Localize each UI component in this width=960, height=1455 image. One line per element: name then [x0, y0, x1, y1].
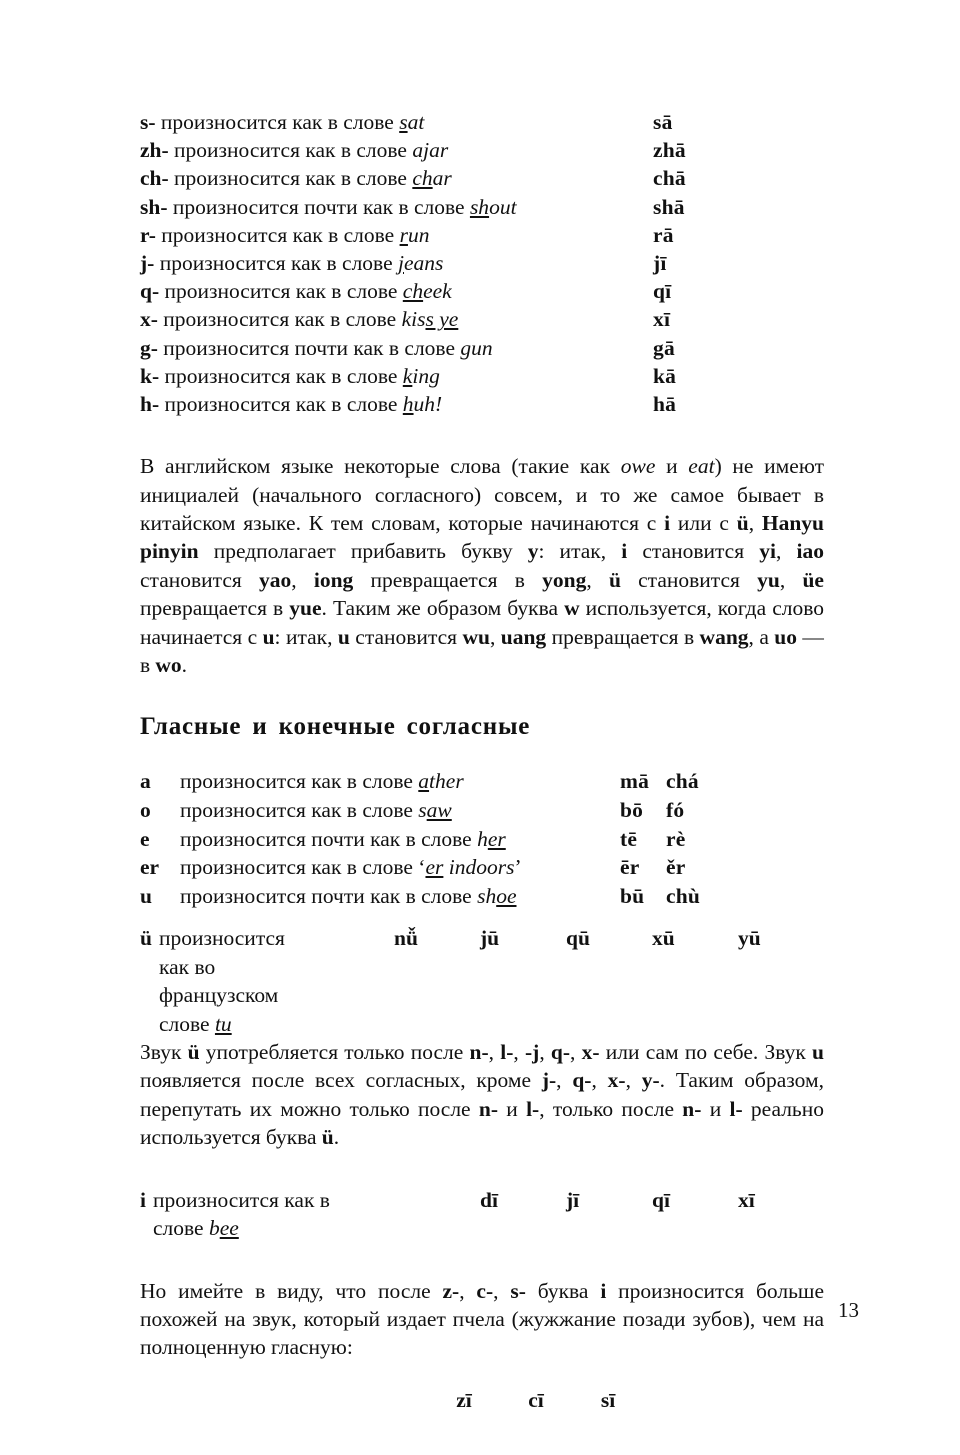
- letter-c: c-: [476, 1278, 494, 1303]
- initial-letter: ch-: [140, 166, 169, 191]
- vowels-table-body: [140, 767, 824, 910]
- initial-pinyin: sā: [653, 110, 673, 134]
- letter-yue: yue: [289, 596, 322, 621]
- vowel-pinyin-cell: [620, 882, 824, 911]
- table-row: [140, 164, 824, 192]
- initial-pinyin: gā: [653, 335, 675, 360]
- vowel-desc-text: произносится как в слове: [180, 769, 419, 794]
- letter-u-umlaut-3: ü: [187, 1040, 200, 1065]
- section-heading-vowels: Гласные и конечные согласные: [140, 713, 531, 741]
- example-underlined-part: er: [425, 855, 444, 880]
- letter-u-2: u: [337, 624, 350, 649]
- letter-x-2: x-: [607, 1068, 626, 1093]
- letter-q: q-: [550, 1040, 571, 1065]
- letter-n-3: n-: [682, 1096, 702, 1121]
- initial-pinyin: jī: [653, 251, 667, 276]
- initial-example: char: [412, 166, 452, 191]
- letter-yu: yu: [757, 567, 780, 592]
- letter-wu: wu: [462, 624, 490, 649]
- letter-w: w: [564, 596, 580, 621]
- example-underlined-part: r: [399, 222, 408, 247]
- buzz-pinyin-1: zī: [456, 1387, 472, 1412]
- spacer: [140, 418, 824, 452]
- table-row: [140, 334, 824, 362]
- initial-description-cell: [140, 164, 653, 192]
- initial-desc-text: произносится как в слове: [164, 392, 403, 417]
- letter-y: y: [527, 539, 539, 564]
- i-desc-text: произносится как в слове: [152, 1187, 330, 1241]
- table-row: [140, 277, 824, 305]
- vowel-pinyin-2: chá: [666, 769, 699, 794]
- initial-pinyin: rā: [653, 222, 674, 247]
- initial-example: king: [402, 363, 440, 388]
- table-row: [140, 796, 824, 825]
- letter-uang: uang: [500, 624, 547, 649]
- letter-x: x-: [581, 1040, 600, 1065]
- example-owe: owe: [620, 454, 656, 479]
- table-row: [140, 882, 824, 911]
- initial-description-cell: [140, 305, 653, 333]
- vowel-description-cell: [180, 767, 620, 796]
- spacer: [140, 1152, 824, 1186]
- letter-z: z-: [442, 1278, 460, 1303]
- initial-description-cell: [140, 390, 653, 418]
- i-desc: [153, 1186, 384, 1243]
- vowel-desc-text: произносится как в слове: [180, 798, 419, 823]
- letter-yong: yong: [542, 567, 587, 592]
- table-row: [140, 362, 824, 390]
- vowel-pinyin-1: bū: [620, 883, 645, 908]
- initial-example: huh!: [402, 392, 443, 417]
- vowel-pinyin-1: bō: [620, 798, 644, 823]
- i-pinyin-2: jī: [566, 1187, 580, 1212]
- vowel-pinyin-cell: [620, 853, 824, 882]
- initial-pinyin: xī: [653, 307, 671, 332]
- initial-description-cell: [140, 108, 653, 136]
- vowel-pinyin-2: ěr: [666, 855, 686, 880]
- spacer: [140, 1362, 824, 1388]
- initial-description-cell: [140, 249, 653, 277]
- letter-iong: iong: [313, 567, 354, 592]
- initial-letter: x-: [140, 307, 158, 332]
- vowel-pinyin-2: fó: [666, 798, 685, 823]
- buzz-pinyin-3: sī: [600, 1387, 616, 1412]
- page-number: 13: [838, 1298, 859, 1322]
- vowel-letter: e: [140, 826, 150, 851]
- i-vowel-row: [140, 1186, 824, 1243]
- vowel-pinyin-1: ēr: [620, 855, 640, 880]
- letter-y-2: y-: [641, 1068, 660, 1093]
- i-pinyin-list: [480, 1186, 824, 1214]
- letter-ue: üe: [802, 567, 824, 592]
- u-umlaut-example: tu: [214, 1011, 232, 1036]
- letter-yao: yao: [258, 567, 292, 592]
- spacer: [140, 741, 824, 767]
- vowel-example: er indoors: [425, 855, 515, 880]
- initial-example: sat: [399, 110, 425, 134]
- buzz-pinyin-2: cī: [528, 1387, 544, 1412]
- vowel-pinyin-1: tē: [620, 826, 638, 851]
- example-underlined-part: ee: [219, 1216, 239, 1241]
- example-underlined-part: s: [399, 110, 408, 134]
- letter-l: l-: [500, 1040, 514, 1065]
- table-row: [140, 853, 824, 882]
- initial-letter: q-: [140, 279, 160, 304]
- table-row: [140, 305, 824, 333]
- u-umlaut-pinyin-3: qū: [566, 926, 590, 951]
- letter-u-3: u: [812, 1040, 824, 1065]
- initial-example: kiss ye: [401, 307, 459, 332]
- letter-uo: uo: [774, 624, 798, 649]
- i-pinyin-1: dī: [480, 1187, 498, 1212]
- vowel-example: ather: [418, 769, 464, 794]
- letter-iao: iao: [796, 539, 824, 564]
- initial-pinyin: hā: [653, 392, 677, 417]
- vowel-letter: u: [140, 883, 152, 908]
- quote-close: ’: [514, 855, 522, 880]
- initial-description-cell: [140, 221, 653, 249]
- initial-description-cell: [140, 136, 653, 164]
- u-umlaut-desc-text: произносится как во французском слове: [158, 926, 285, 1036]
- letter-u: u: [262, 624, 275, 649]
- initial-desc-text: произносится почти как в слове: [163, 335, 461, 360]
- letter-yi: yi: [759, 539, 776, 564]
- letter-j: j-: [541, 1068, 557, 1093]
- table-row: [140, 193, 824, 221]
- buzz-examples-row: [140, 1388, 824, 1413]
- page-content: [140, 108, 824, 1413]
- u-umlaut-row: [140, 924, 824, 1038]
- term-hanyu-pinyin: Hanyu pinyin: [140, 511, 825, 564]
- initial-pinyin: qī: [653, 279, 672, 304]
- initial-pinyin: zhā: [653, 138, 686, 163]
- quote-open: ‘: [418, 855, 426, 880]
- letter-i: i: [664, 511, 671, 536]
- vowel-pinyin-cell: [620, 825, 824, 854]
- initial-desc-text: произносится как в слове: [163, 307, 402, 332]
- example-underlined-part: s ye: [425, 307, 459, 332]
- initial-desc-text: произносится как в слове: [164, 279, 403, 304]
- u-umlaut-letter: ü: [140, 926, 152, 951]
- initial-example: cheek: [402, 279, 452, 304]
- paragraph-initials: В английском языке некоторые слова (такие как owe и eat) не имеют инициалей (начального согласного) совсем, и то же самое бывает в китайском языке. К тем словам, которые начинаются с i или с ü, Hanyu pinyin предполагает прибавить букву y: итак, i становится yi, iao становится yao, iong превращается в yong, ü становится yu, üe превращается в yue. Таким же образом буква w используется, когда слово начинается с u: итак, u становится wu, uang превращается в wang, а uo — в wo.: [140, 454, 825, 678]
- letter-q-2: q-: [572, 1068, 592, 1093]
- vowel-example: saw: [418, 798, 452, 823]
- u-umlaut-pinyin-list: [394, 924, 824, 952]
- initial-letter: h-: [140, 392, 160, 417]
- vowel-pinyin-2: chù: [666, 883, 701, 908]
- initial-letter: k-: [140, 363, 160, 388]
- table-row: [140, 221, 824, 249]
- letter-wo: wo: [155, 653, 182, 678]
- initial-desc-text: произносится как в слове: [174, 166, 413, 191]
- vowel-description-cell: [180, 825, 620, 854]
- initial-letter: sh-: [140, 194, 168, 219]
- letter-n: n-: [469, 1040, 489, 1065]
- initial-desc-text: произносится как в слове: [160, 110, 400, 134]
- example-underlined-part: h: [402, 392, 414, 417]
- table-row: [140, 767, 824, 796]
- vowel-example: her: [477, 826, 506, 851]
- vowel-desc-text: произносится почти как в слове: [180, 883, 478, 908]
- vowel-description-cell: [180, 882, 620, 911]
- initial-example: gun: [460, 335, 493, 360]
- i-example: bee: [208, 1216, 239, 1241]
- initial-description-cell: [140, 193, 653, 221]
- example-underlined-part: a: [418, 769, 430, 794]
- i-pinyin-3: qī: [652, 1187, 670, 1212]
- vowel-pinyin-1: mā: [620, 769, 650, 794]
- i-pinyin-4: xī: [738, 1187, 755, 1212]
- vowel-description-cell: [180, 796, 620, 825]
- vowel-pinyin-cell: [620, 796, 824, 825]
- letter-u-umlaut-4: ü: [321, 1125, 334, 1150]
- table-row: [140, 249, 824, 277]
- u-umlaut-pinyin-4: xū: [652, 926, 675, 951]
- vowel-pinyin-cell: [620, 767, 824, 796]
- initial-desc-text: произносится как в слове: [161, 222, 400, 247]
- initial-pinyin: shā: [653, 194, 685, 219]
- vowel-desc-text: произносится почти как в слове: [180, 826, 478, 851]
- initials-table-body: [140, 108, 824, 418]
- letter-j-dash: -j: [524, 1040, 540, 1065]
- letter-l-3: l-: [729, 1096, 743, 1121]
- example-underlined-part: er: [487, 826, 506, 851]
- initial-description-cell: [140, 362, 653, 390]
- vowel-letter: o: [140, 798, 151, 823]
- example-underlined-part: aw: [426, 798, 452, 823]
- spacer: [140, 1243, 824, 1277]
- paragraph-u-umlaut: Звук ü употребляется только после n-, l-, -j, q-, x- или сам по себе. Звук u появляется после всех согласных, кроме j-, q-, x-, y-. Таким образом, перепутать их можно только после n- и l-, только после n- и l- реально используется буква ü.: [140, 1040, 824, 1150]
- paragraph-buzz: Но имейте в виду, что после z-, c-, s- буква i произносится больше похожей на звук, который издает пчела (жужжание позади зубов), чем на полноценную гласную:: [140, 1278, 824, 1360]
- letter-l-2: l-: [526, 1096, 540, 1121]
- vowel-example: shoe: [477, 883, 517, 908]
- i-letter: i: [140, 1187, 146, 1212]
- initial-desc-text: произносится как в слове: [164, 363, 403, 388]
- letter-n-2: n-: [478, 1096, 498, 1121]
- example-underlined-part: oe: [496, 883, 517, 908]
- example-underlined-part: ch: [402, 279, 424, 304]
- table-row: [140, 390, 824, 418]
- letter-u-umlaut: ü: [736, 511, 749, 536]
- example-underlined-part: k: [402, 363, 413, 388]
- initial-example: ajar: [412, 138, 449, 163]
- initial-example: run: [399, 222, 430, 247]
- table-row: [140, 825, 824, 854]
- u-umlaut-desc: [159, 924, 298, 1038]
- initial-pinyin: chā: [653, 166, 686, 191]
- table-row: [140, 136, 824, 164]
- vowel-description-cell: [180, 853, 620, 882]
- example-underlined-part: ch: [412, 166, 433, 191]
- vowels-pronunciation-table: [140, 767, 824, 910]
- initial-letter: j-: [140, 251, 155, 276]
- initial-pinyin: kā: [653, 363, 677, 388]
- initial-letter: s-: [140, 110, 156, 134]
- vowel-pinyin-2: rè: [666, 826, 686, 851]
- initials-pronunciation-table: [140, 108, 824, 418]
- spacer: [140, 910, 824, 924]
- spacer: [140, 679, 824, 713]
- vowel-letter: er: [140, 855, 160, 880]
- vowel-letter: a: [140, 769, 151, 794]
- initial-letter: g-: [140, 335, 158, 360]
- letter-wang: wang: [699, 624, 749, 649]
- u-umlaut-pinyin-2: jū: [480, 926, 500, 951]
- letter-i-2: i: [621, 539, 628, 564]
- example-eat: eat: [688, 454, 715, 479]
- letter-u-umlaut-2: ü: [608, 567, 621, 592]
- u-umlaut-pinyin-1: nǚ: [394, 926, 418, 951]
- initial-description-cell: [140, 277, 653, 305]
- initial-letter: zh-: [140, 138, 169, 163]
- initial-example: jeans: [398, 251, 444, 276]
- example-underlined-part: sh: [469, 194, 490, 219]
- vowel-desc-text: произносится как в слове: [180, 855, 419, 880]
- initial-letter: r-: [140, 222, 156, 247]
- initial-desc-text: произносится как в слове: [159, 251, 398, 276]
- initial-example: shout: [469, 194, 517, 219]
- letter-s: s-: [510, 1278, 526, 1303]
- initial-description-cell: [140, 334, 653, 362]
- table-row: [140, 108, 824, 136]
- example-underlined-part: j: [398, 251, 404, 276]
- letter-i-3: i: [600, 1278, 607, 1303]
- u-umlaut-pinyin-5: yū: [738, 926, 761, 951]
- initial-desc-text: произносится как в слове: [174, 138, 413, 163]
- initial-desc-text: произносится почти как в слове: [172, 194, 470, 219]
